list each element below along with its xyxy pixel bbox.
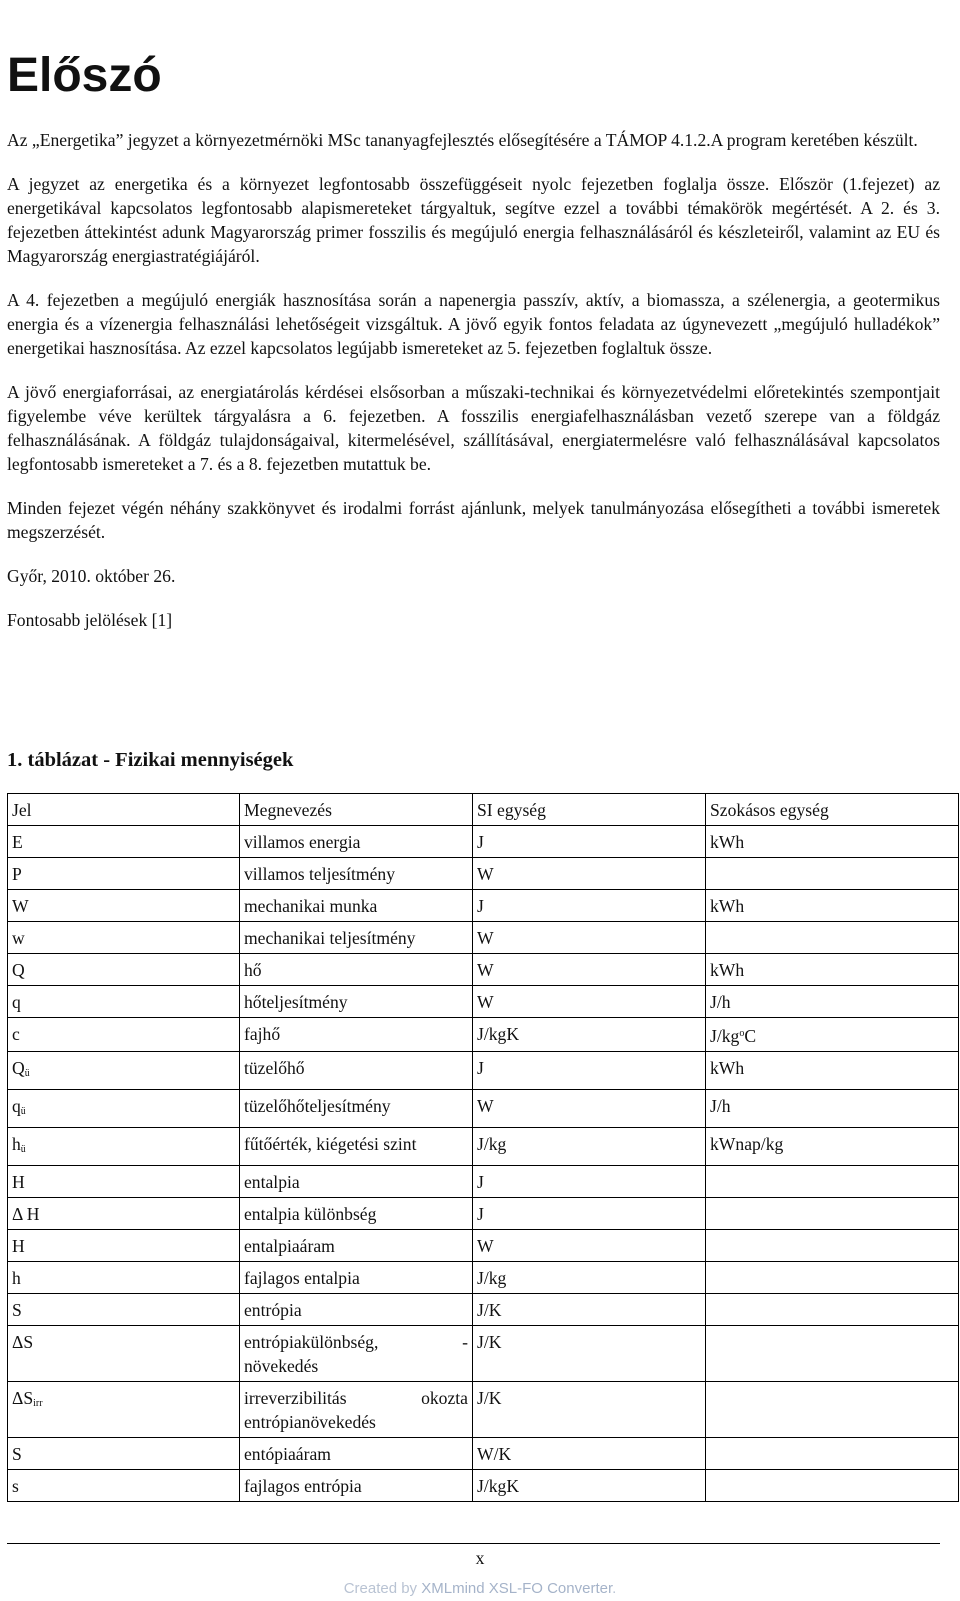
cell-name: fajlagos entalpia bbox=[240, 1262, 473, 1294]
symbol-subscript: irr bbox=[33, 1398, 43, 1409]
symbol-text: W bbox=[12, 896, 29, 916]
cell-name: tüzelőhő bbox=[240, 1052, 473, 1090]
symbol-text: H bbox=[12, 1172, 25, 1192]
cell-name: entrópia bbox=[240, 1294, 473, 1326]
cell-usual-unit: J/h bbox=[706, 986, 959, 1018]
symbol-text: P bbox=[12, 864, 22, 884]
cell-si-unit: J/kg bbox=[473, 1262, 706, 1294]
cell-si-unit: J/kg bbox=[473, 1128, 706, 1166]
cell-usual-unit bbox=[706, 1294, 959, 1326]
watermark-prefix: Created by bbox=[343, 1580, 422, 1597]
cell-usual-unit bbox=[706, 1382, 959, 1438]
table-row bbox=[8, 1198, 959, 1230]
cell-si-unit: J/K bbox=[473, 1326, 706, 1382]
cell-symbol bbox=[8, 1052, 240, 1090]
page-title: Előszó bbox=[7, 49, 162, 102]
cell-usual-unit bbox=[706, 858, 959, 890]
usual-unit-suffix: C bbox=[744, 1026, 757, 1046]
symbol-text: s bbox=[12, 1476, 19, 1496]
symbol-text: Q bbox=[12, 1058, 25, 1078]
paragraph-intro: Az „Energetika” jegyzet a környezetmérnöki MSc tananyagfejlesztés elősegítésére a TÁMOP 4.1.2.A program keretében készült. bbox=[7, 130, 918, 150]
cell-name: fajlagos entrópia bbox=[240, 1470, 473, 1502]
cell-name: mechanikai munka bbox=[240, 890, 473, 922]
cell-symbol bbox=[8, 1294, 240, 1326]
cell-usual-unit bbox=[706, 1262, 959, 1294]
cell-symbol bbox=[8, 826, 240, 858]
table-row bbox=[8, 954, 959, 986]
cell-symbol bbox=[8, 922, 240, 954]
symbol-text: Q bbox=[12, 960, 25, 980]
table-row bbox=[8, 922, 959, 954]
table-header-row bbox=[8, 794, 959, 826]
table-row bbox=[8, 858, 959, 890]
cell-si-unit: J bbox=[473, 1166, 706, 1198]
preface-body bbox=[7, 128, 940, 652]
header-usual-unit: Szokásos egység bbox=[706, 794, 959, 826]
symbol-text: Δ H bbox=[12, 1204, 40, 1224]
cell-usual-unit: kWh bbox=[706, 1052, 959, 1090]
cell-usual-unit bbox=[706, 1326, 959, 1382]
cell-name: tüzelőhőteljesítmény bbox=[240, 1090, 473, 1128]
cell-symbol bbox=[8, 1262, 240, 1294]
table-row bbox=[8, 1018, 959, 1052]
cell-si-unit: W bbox=[473, 858, 706, 890]
cell-si-unit: J/K bbox=[473, 1382, 706, 1438]
cell-symbol bbox=[8, 954, 240, 986]
cell-usual-unit: kWh bbox=[706, 890, 959, 922]
table-row bbox=[8, 1382, 959, 1438]
cell-usual-unit bbox=[706, 1018, 959, 1052]
table-row bbox=[8, 1230, 959, 1262]
usual-unit-text: J/kg bbox=[710, 1026, 740, 1046]
cell-si-unit: W bbox=[473, 986, 706, 1018]
symbol-subscript: ü bbox=[24, 1068, 30, 1079]
cell-si-unit: J bbox=[473, 826, 706, 858]
cell-usual-unit: kWh bbox=[706, 954, 959, 986]
symbol-subscript: ü bbox=[20, 1144, 26, 1155]
paragraph-renewables: A 4. fejezetben a megújuló energiák hasznosítása során a napenergia passzív, aktív, a biomassza, a szélenergia, a geotermikus energia és a vízenergia felhasználási lehetőségeit vizsgáltuk. A jövő egyik fontos feladata az úgynevezett „megújuló hulladékok” energetikai hasznosítása. Az ezzel kapcsolatos legújabb ismereteket az 5. fejezetben foglaltuk össze. bbox=[7, 290, 940, 358]
cell-usual-unit: kWnap/kg bbox=[706, 1128, 959, 1166]
cell-symbol bbox=[8, 1326, 240, 1382]
cell-name: entópiaáram bbox=[240, 1438, 473, 1470]
cell-usual-unit: kWh bbox=[706, 826, 959, 858]
table-row bbox=[8, 826, 959, 858]
table-row bbox=[8, 1090, 959, 1128]
cell-name: hőteljesítmény bbox=[240, 986, 473, 1018]
page-number: x bbox=[475, 1548, 485, 1568]
footer-divider bbox=[7, 1543, 940, 1544]
cell-si-unit: J bbox=[473, 890, 706, 922]
cell-symbol bbox=[8, 858, 240, 890]
cell-usual-unit bbox=[706, 922, 959, 954]
cell-name bbox=[240, 1382, 473, 1438]
name-line-1: irreverzibilitás okozta bbox=[244, 1388, 468, 1408]
cell-symbol bbox=[8, 1198, 240, 1230]
degree-superscript: o bbox=[739, 1028, 745, 1039]
symbol-text: E bbox=[12, 832, 23, 852]
cell-name: entalpiaáram bbox=[240, 1230, 473, 1262]
cell-name: hő bbox=[240, 954, 473, 986]
cell-usual-unit bbox=[706, 1230, 959, 1262]
cell-usual-unit bbox=[706, 1198, 959, 1230]
symbol-text: S bbox=[12, 1444, 22, 1464]
notation-heading: Fontosabb jelölések [1] bbox=[7, 610, 173, 630]
table-row bbox=[8, 1326, 959, 1382]
table-title: 1. táblázat - Fizikai mennyiségek bbox=[7, 749, 294, 771]
cell-symbol bbox=[8, 1438, 240, 1470]
table-row bbox=[8, 1294, 959, 1326]
table-row bbox=[8, 1262, 959, 1294]
cell-symbol bbox=[8, 986, 240, 1018]
cell-si-unit: W bbox=[473, 954, 706, 986]
name-line-2: növekedés bbox=[244, 1356, 319, 1376]
cell-name: villamos energia bbox=[240, 826, 473, 858]
watermark bbox=[0, 1580, 960, 1597]
cell-usual-unit: J/h bbox=[706, 1090, 959, 1128]
table-row bbox=[8, 986, 959, 1018]
cell-name: entalpia különbség bbox=[240, 1198, 473, 1230]
cell-symbol bbox=[8, 1018, 240, 1052]
cell-si-unit: J/kgK bbox=[473, 1018, 706, 1052]
paragraph-future: A jövő energiaforrásai, az energiatárolás kérdései elsősorban a műszaki-technikai és környezetvédelmi előretekintés szempontjait figyelembe véve kerültek tárgyalásra a 6. fejezetben. A fosszilis energiafelhasználásban vezető szerepe van a földgáz felhasználásának. A földgáz tulajdonságaival, kitermelésével, szállításával, energiatermelésre való felhasználásával kapcsolatos legfontosabb ismereteket a 7. és a 8. fejezetben mutattuk be. bbox=[7, 382, 940, 474]
cell-symbol bbox=[8, 1470, 240, 1502]
table-row bbox=[8, 890, 959, 922]
cell-usual-unit bbox=[706, 1438, 959, 1470]
cell-symbol bbox=[8, 1230, 240, 1262]
cell-name: fajhő bbox=[240, 1018, 473, 1052]
symbol-text: h bbox=[12, 1134, 21, 1154]
name-line-2: entrópianövekedés bbox=[244, 1412, 376, 1432]
symbol-text: H bbox=[12, 1236, 25, 1256]
cell-usual-unit bbox=[706, 1166, 959, 1198]
cell-si-unit: W bbox=[473, 1230, 706, 1262]
cell-name: fűtőérték, kiégetési szint bbox=[240, 1128, 473, 1166]
paragraph-references: Minden fejezet végén néhány szakkönyvet és irodalmi forrást ajánlunk, melyek tanulmányozása elősegítheti a további ismeretek megszerzését. bbox=[7, 498, 940, 542]
cell-name: villamos teljesítmény bbox=[240, 858, 473, 890]
symbol-text: q bbox=[12, 1096, 21, 1116]
cell-symbol bbox=[8, 1166, 240, 1198]
symbol-text: w bbox=[12, 928, 25, 948]
symbol-text: c bbox=[12, 1024, 20, 1044]
header-si-unit: SI egység bbox=[473, 794, 706, 826]
cell-symbol bbox=[8, 1382, 240, 1438]
cell-symbol bbox=[8, 1090, 240, 1128]
symbol-text: ΔS bbox=[12, 1388, 34, 1408]
cell-si-unit: W bbox=[473, 1090, 706, 1128]
table-row bbox=[8, 1438, 959, 1470]
watermark-brand: XMLmind XSL-FO Converter bbox=[421, 1580, 613, 1597]
symbol-text: h bbox=[12, 1268, 21, 1288]
symbol-text: S bbox=[12, 1300, 22, 1320]
table-row bbox=[8, 1128, 959, 1166]
physical-quantities-table bbox=[7, 793, 959, 1502]
table-row bbox=[8, 1470, 959, 1502]
symbol-text: q bbox=[12, 992, 21, 1012]
cell-name bbox=[240, 1326, 473, 1382]
cell-symbol bbox=[8, 890, 240, 922]
cell-symbol bbox=[8, 1128, 240, 1166]
header-name: Megnevezés bbox=[240, 794, 473, 826]
paragraph-overview: A jegyzet az energetika és a környezet legfontosabb összefüggéseit nyolc fejezetben foglalja össze. Először (1.fejezet) az energetikával kapcsolatos legfontosabb alapismereteket tárgyaltuk, segítve ezzel a további témakörök megértését. A 2. és 3. fejezetben áttekintést adunk Magyarország primer fosszilis és megújuló energia felhasználásáról és készleteiről, valamint az EU és Magyarország energiastratégiájáról. bbox=[7, 174, 940, 266]
table-row bbox=[8, 1166, 959, 1198]
cell-usual-unit bbox=[706, 1470, 959, 1502]
cell-si-unit: J bbox=[473, 1052, 706, 1090]
cell-name: mechanikai teljesítmény bbox=[240, 922, 473, 954]
watermark-suffix: . bbox=[612, 1580, 617, 1597]
table-row bbox=[8, 1052, 959, 1090]
symbol-text: ΔS bbox=[12, 1332, 34, 1352]
symbol-subscript: ü bbox=[20, 1106, 26, 1117]
cell-si-unit: J/K bbox=[473, 1294, 706, 1326]
cell-si-unit: J bbox=[473, 1198, 706, 1230]
name-line-1: entrópiakülönbség, - bbox=[244, 1332, 468, 1352]
header-symbol: Jel bbox=[8, 794, 240, 826]
cell-name: entalpia bbox=[240, 1166, 473, 1198]
date-line: Győr, 2010. október 26. bbox=[7, 566, 176, 586]
cell-si-unit: W bbox=[473, 922, 706, 954]
cell-si-unit: W/K bbox=[473, 1438, 706, 1470]
cell-si-unit: J/kgK bbox=[473, 1470, 706, 1502]
